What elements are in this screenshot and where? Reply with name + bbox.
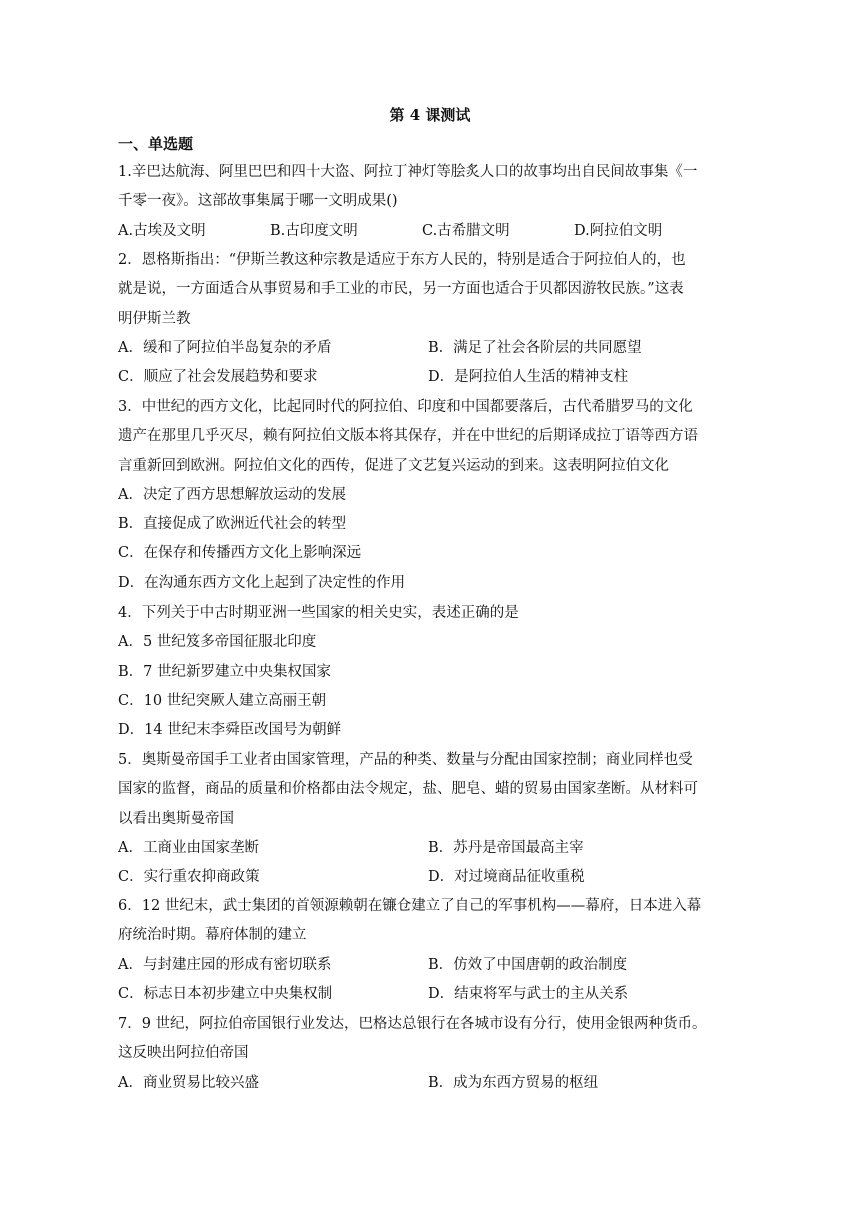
question-5: [118, 746, 738, 892]
question-text-line: 3．中世纪的西方文化，比起同时代的阿拉伯、印度和中国都要落后，古代希腊罗马的文化: [118, 399, 693, 415]
question-2: [118, 246, 738, 392]
question-text-line: 7．9 世纪，阿拉伯帝国银行业发达，巴格达总银行在各城市设有分行，使用金银两种货币。: [118, 1016, 707, 1032]
option-b: B．苏丹是帝国最高主宰: [428, 839, 584, 856]
question-text-line: 以看出奥斯曼帝国: [118, 810, 234, 827]
question-3: [118, 393, 738, 598]
option-c: C．在保存和传播西方文化上影响深远: [118, 545, 362, 562]
option-row: [118, 834, 738, 863]
option-c: C．顺应了社会发展趋势和要求: [118, 369, 318, 386]
option-c: C.古希腊文明: [422, 222, 510, 239]
question-text-line: 4．下列关于中古时期亚洲一些国家的相关史实，表述正确的是: [118, 605, 519, 621]
question-text-line: 遗产在那里几乎灭尽，赖有阿拉伯文版本将其保存，并在中世纪的后期译成拉丁语等西方语: [118, 428, 698, 445]
option-b: B．仿效了中国唐朝的政治制度: [428, 956, 628, 973]
question-4: [118, 599, 738, 745]
option-a: A．商业贸易比较兴盛: [118, 1074, 259, 1091]
question-text-line: 2．恩格斯指出：“伊斯兰教这种宗教是适应于东方人民的，特别是适合于阿拉伯人的，也: [118, 252, 686, 268]
question-text-line: 6．12 世纪末，武士集团的首领源赖朝在镰仓建立了自己的军事机构——幕府，日本进入幕: [118, 898, 702, 914]
section-heading: 一、单选题: [118, 135, 194, 153]
option-d: D．14 世纪末李舜臣改国号为朝鲜: [118, 722, 342, 739]
option-row: [118, 863, 738, 892]
question-text-line: 府统治时期。幕府体制的建立: [118, 927, 307, 944]
option-d: D.阿拉伯文明: [574, 222, 663, 239]
option-a: A．与封建庄园的形成有密切联系: [118, 956, 332, 973]
option-row: [118, 217, 738, 246]
option-b: B．满足了社会各阶层的共同愿望: [428, 339, 642, 356]
option-a: A．决定了西方思想解放运动的发展: [118, 486, 346, 503]
question-text-line: 国家的监督，商品的质量和价格都由法令规定，盐、肥皂、蜡的贸易由国家垄断。从材料可: [118, 781, 698, 798]
question-text-line: 明伊斯兰教: [118, 310, 191, 327]
page-title: 第 4 课测试: [389, 106, 471, 124]
option-row: [118, 334, 738, 363]
option-a: A.古埃及文明: [118, 222, 206, 239]
question-text-line: 千零一夜》。这部故事集属于哪一文明成果(): [118, 193, 398, 210]
option-d: D．结束将军与武士的主从关系: [428, 985, 629, 1002]
question-text-line: 就是说，一方面适合从事贸易和手工业的市民，另一方面也适合于贝都因游牧民族。”这表: [118, 281, 684, 298]
option-row: [118, 363, 738, 392]
option-c: C．标志日本初步建立中央集权制: [118, 985, 333, 1002]
question-text-line: 1.辛巴达航海、阿里巴巴和四十大盗、阿拉丁神灯等脍炙人口的故事均出自民间故事集《一: [118, 164, 698, 180]
option-b: B.古印度文明: [270, 222, 358, 239]
option-c: C．10 世纪突厥人建立高丽王朝: [118, 692, 327, 709]
option-a: A．5 世纪笈多帝国征服北印度: [118, 634, 317, 651]
question-6: [118, 892, 738, 1009]
option-row: [118, 980, 738, 1009]
option-b: B．7 世纪新罗建立中央集权国家: [118, 663, 331, 680]
option-row: [118, 1069, 738, 1098]
option-row: [118, 951, 738, 980]
option-c: C．实行重农抑商政策: [118, 869, 260, 886]
question-text-line: 5．奥斯曼帝国手工业者由国家管理，产品的种类、数量与分配由国家控制；商业同样也受: [118, 752, 693, 768]
option-d: D．是阿拉伯人生活的精神支柱: [428, 369, 629, 386]
question-1: [118, 158, 738, 246]
question-7: [118, 1010, 738, 1098]
option-a: A．缓和了阿拉伯半岛复杂的矛盾: [118, 339, 332, 356]
option-a: A．工商业由国家垄断: [118, 839, 259, 856]
option-b: B．直接促成了欧洲近代社会的转型: [118, 516, 347, 533]
option-b: B．成为东西方贸易的枢纽: [428, 1074, 599, 1091]
question-text-line: 这反映出阿拉伯帝国: [118, 1045, 249, 1062]
question-text-line: 言重新回到欧洲。阿拉伯文化的西传，促进了文艺复兴运动的到来。这表明阿拉伯文化: [118, 457, 669, 474]
option-d: D．对过境商品征收重税: [428, 869, 585, 886]
option-d: D．在沟通东西方文化上起到了决定性的作用: [118, 574, 406, 591]
